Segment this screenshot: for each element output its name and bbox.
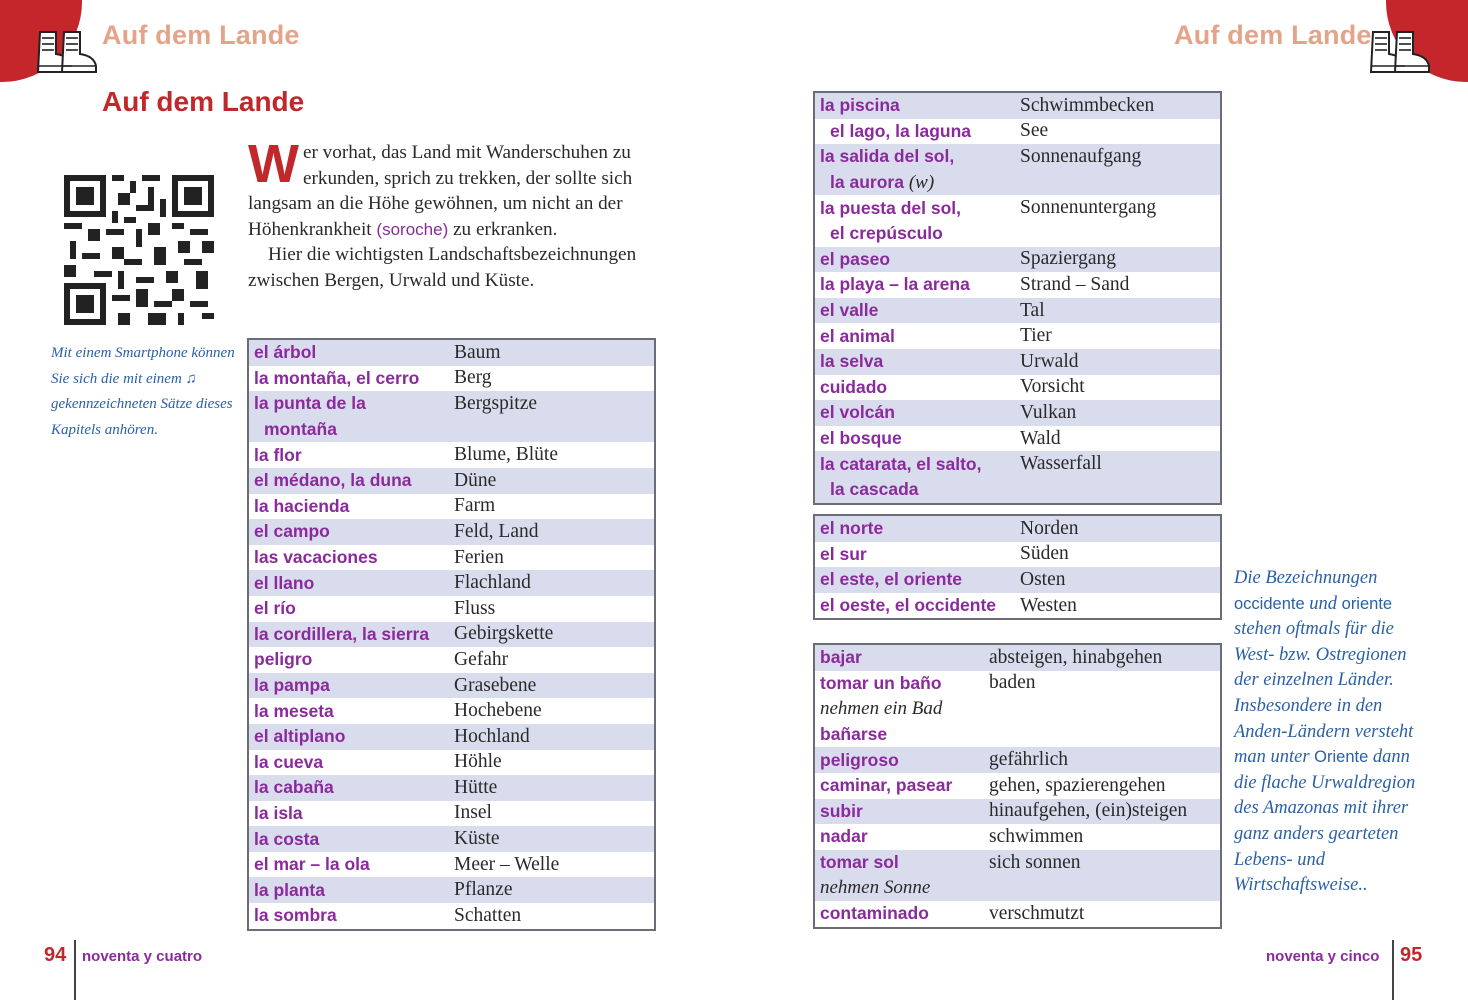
spanish-term: nehmen ein Bad [820,697,943,719]
spanish-term: las vacaciones [254,547,378,568]
vocab-row [815,901,1220,927]
vocab-row [249,877,654,903]
german-translation: Feld, Land [454,520,539,542]
spanish-term: montaña [264,419,337,440]
spanish-term: bañarse [820,724,888,745]
vocab-row [249,519,654,545]
german-translation: Ferien [454,546,504,568]
hiking-boots-icon [1367,28,1435,74]
german-translation: Insel [454,802,492,824]
german-translation: Berg [454,367,492,389]
german-translation: Osten [1020,568,1066,590]
german-translation: Pflanze [454,879,513,901]
vocab-row [815,323,1220,349]
vocab-row [815,671,1220,697]
spanish-term: el bosque [820,428,902,449]
vocab-row [249,596,654,622]
vocab-row [815,349,1220,375]
vocab-row [815,272,1220,298]
german-translation: Bergspitze [454,392,538,414]
vocab-row [249,826,654,852]
vocab-row [815,567,1220,593]
german-translation: Wald [1020,427,1061,449]
spanish-term: la cabaña [254,777,334,798]
vocab-row [249,647,654,673]
german-translation: Grasebene [454,674,537,696]
vocab-row [249,417,654,443]
vocab-row [249,468,654,494]
vocab-row [815,451,1220,477]
spanish-term: caminar, pasear [820,775,953,796]
spanish-term: el árbol [254,342,317,363]
vocab-row [249,391,654,417]
page-word-left: noventa y cuatro [82,948,203,965]
drop-cap: W [248,134,299,194]
vocab-row [249,775,654,801]
spanish-term: la cascada [830,479,919,500]
vocab-row [815,93,1220,119]
smartphone-note: Mit einem Smartphone können Sie sich die mit einem ♫ gekennzeichneten Sätze dieses Kapitels anhören. [51,345,235,438]
intro-term: (soroche) [376,219,449,239]
german-translation: Schatten [454,904,522,926]
vocab-row [815,195,1220,221]
vocab-table-verbs [813,643,1222,929]
german-translation: Wasserfall [1020,453,1102,475]
german-translation: Meer – Welle [454,853,560,875]
spanish-term: el norte [820,518,884,539]
german-translation: Hütte [454,776,498,798]
page-number-left: 94 [44,944,67,966]
spanish-term: el oeste, el occidente [820,595,997,616]
spanish-term: la cordillera, la sierra [254,623,430,644]
vocab-row [815,722,1220,748]
vocab-row [815,375,1220,401]
vocab-row [815,747,1220,773]
german-translation: Strand – Sand [1020,273,1130,295]
spanish-term: la punta de la [254,393,366,414]
footer-divider-left [74,940,76,1000]
hiking-boots-icon [34,28,102,74]
vocab-row [249,622,654,648]
vocab-row [815,645,1220,671]
spanish-term: peligro [254,649,313,670]
footer-divider-right [1392,940,1394,1000]
german-translation: Farm [454,495,496,517]
vocab-row [815,850,1220,876]
vocab-row [815,170,1220,196]
spanish-term: la cueva [254,751,324,772]
german-translation: See [1020,120,1049,142]
spanish-term: la salida del sol, [820,146,955,167]
vocab-row [815,298,1220,324]
vocab-table-directions [813,514,1222,620]
vocab-table-nature [813,91,1222,505]
vocab-row [249,340,654,366]
vocab-row [815,144,1220,170]
page-word-right: noventa y cinco [1266,948,1380,965]
vocab-row [815,426,1220,452]
spanish-term: el médano, la duna [254,470,412,491]
running-head-left: Auf dem Lande [102,20,300,50]
vocab-row [249,750,654,776]
german-translation: Gefahr [454,648,509,670]
spanish-term: la costa [254,828,320,849]
german-translation: Sonnenuntergang [1020,197,1157,219]
spanish-term: el altiplano [254,726,346,747]
spanish-term: la puesta del sol, [820,197,962,218]
vocab-row [815,875,1220,901]
german-translation: Vorsicht [1020,376,1085,398]
spanish-term: nadar [820,826,868,847]
vocab-row [249,366,654,392]
intro-text [248,134,658,294]
vocab-row [249,494,654,520]
vocab-row [815,824,1220,850]
german-translation: Norden [1020,517,1079,539]
vocab-row [815,799,1220,825]
german-translation: schwimmen [989,825,1084,847]
spanish-term: la planta [254,879,325,900]
german-translation: Süden [1020,543,1069,565]
vocab-row [249,724,654,750]
vocab-row [815,119,1220,145]
german-translation: Sonnenaufgang [1020,145,1142,167]
vocab-row [249,903,654,929]
german-translation: Urwald [1020,350,1079,372]
spanish-term: el campo [254,521,330,542]
intro-paragraph-2: Hier die wichtigsten Landschaftsbezeichnungen zwischen Bergen, Urwald und Küste. [248,244,637,291]
spanish-term: el animal [820,325,895,346]
vocab-row [815,221,1220,247]
page-title: Auf dem Lande [102,86,305,117]
vocab-row [815,773,1220,799]
german-translation: Düne [454,469,497,491]
note-text-d: dann die flache Urwaldregion des Amazonas mit ihrer ganz anders gearteten Lebens- und Wirtschaftsweise.. [1234,747,1416,896]
spanish-term: el crepúsculo [830,223,943,244]
spanish-term: tomar un baño [820,672,942,693]
vocab-row [815,400,1220,426]
spanish-term: la hacienda [254,495,350,516]
page-number-right: 95 [1400,944,1423,966]
spanish-term: la piscina [820,95,900,116]
vocab-row [249,442,654,468]
intro-paragraph-1a: er vorhat, das Land mit Wanderschuhen zu erkunden, sprich zu trekken, der sollte sich langsam an die Höhe gewöhnen, um nicht an der Höhenkrankheit [248,142,633,240]
spanish-term: subir [820,800,863,821]
german-translation: sich sonnen [989,851,1081,873]
spanish-term: el valle [820,300,879,321]
spanish-term: el este, el oriente [820,569,963,590]
spanish-term: el mar – la ola [254,854,370,875]
vocab-row [815,696,1220,722]
spanish-term: la montaña, el cerro [254,367,420,388]
spanish-term: el llano [254,572,315,593]
note-term-oriente-capital: Oriente [1314,748,1369,767]
spanish-term: la sombra [254,905,337,926]
spanish-term: la pampa [254,675,330,696]
note-text-a: Die Bezeichnungen [1234,568,1378,588]
vocab-row [815,593,1220,619]
spanish-term: la selva [820,351,884,372]
german-translation: Blume, Blüte [454,444,558,466]
spanish-term: la isla [254,802,303,823]
spanish-term: peligroso [820,749,899,770]
vocab-row [249,673,654,699]
vocab-row [815,542,1220,568]
vocab-row [249,570,654,596]
spanish-term [815,172,1020,194]
vocab-row [249,852,654,878]
running-head-right: Auf dem Lande [1174,20,1372,50]
german-translation: Flachland [454,572,531,594]
german-translation: Spaziergang [1020,248,1117,270]
vocab-row [815,247,1220,273]
spanish-term-text: la aurora [830,171,904,192]
german-translation: verschmutzt [989,902,1085,924]
vocab-row [815,516,1220,542]
qr-code[interactable] [64,175,214,325]
german-translation: gefährlich [989,749,1069,771]
note-text-c: stehen oftmals für die West- bzw. Ostregionen der einzelnen Länder. Insbesondere in den Anden-Ländern versteht man unter [1234,619,1414,768]
spanish-term: la catarata, el salto, [820,453,982,474]
term-note: (w) [908,171,935,193]
note-term-occidente: occidente [1234,594,1305,613]
german-translation: Westen [1020,594,1077,616]
spanish-term: la meseta [254,700,334,721]
spanish-term: bajar [820,647,862,668]
german-translation: Schwimmbecken [1020,94,1155,116]
vocab-row [249,801,654,827]
directions-note [1234,566,1434,899]
german-translation: Hochland [454,725,530,747]
spanish-term: el lago, la laguna [830,120,972,141]
german-translation: Tier [1020,325,1052,347]
german-translation: Gebirgskette [454,623,554,645]
vocab-row [815,477,1220,503]
spanish-term: cuidado [820,376,888,397]
spanish-term: el volcán [820,402,895,423]
german-translation: Tal [1020,299,1045,321]
spanish-term: la playa – la arena [820,274,970,295]
vocab-table-landscape [247,338,656,931]
note-term-oriente: oriente [1341,594,1393,613]
german-translation: Höhle [454,751,502,773]
german-translation: hinaufgehen, (ein)steigen [989,800,1188,822]
german-translation: Vulkan [1020,401,1077,423]
vocab-row [249,545,654,571]
spanish-term: el sur [820,543,867,564]
german-translation: Küste [454,828,500,850]
spanish-term: nehmen Sonne [820,877,931,899]
german-translation: baden [989,672,1036,694]
german-translation: absteigen, hinabgehen [989,646,1163,668]
spanish-term: el paseo [820,248,891,269]
vocab-row [249,698,654,724]
intro-paragraph-1b: zu erkranken. [448,218,558,240]
german-translation: Baum [454,341,501,363]
spanish-term: tomar sol [820,852,899,873]
spanish-term: la flor [254,444,302,465]
spanish-term: el río [254,598,296,619]
german-translation: Fluss [454,597,496,619]
note-text-b: und [1304,593,1342,614]
german-translation: gehen, spazierengehen [989,774,1166,796]
spanish-term: contaminado [820,903,929,924]
german-translation: Hochebene [454,700,542,722]
